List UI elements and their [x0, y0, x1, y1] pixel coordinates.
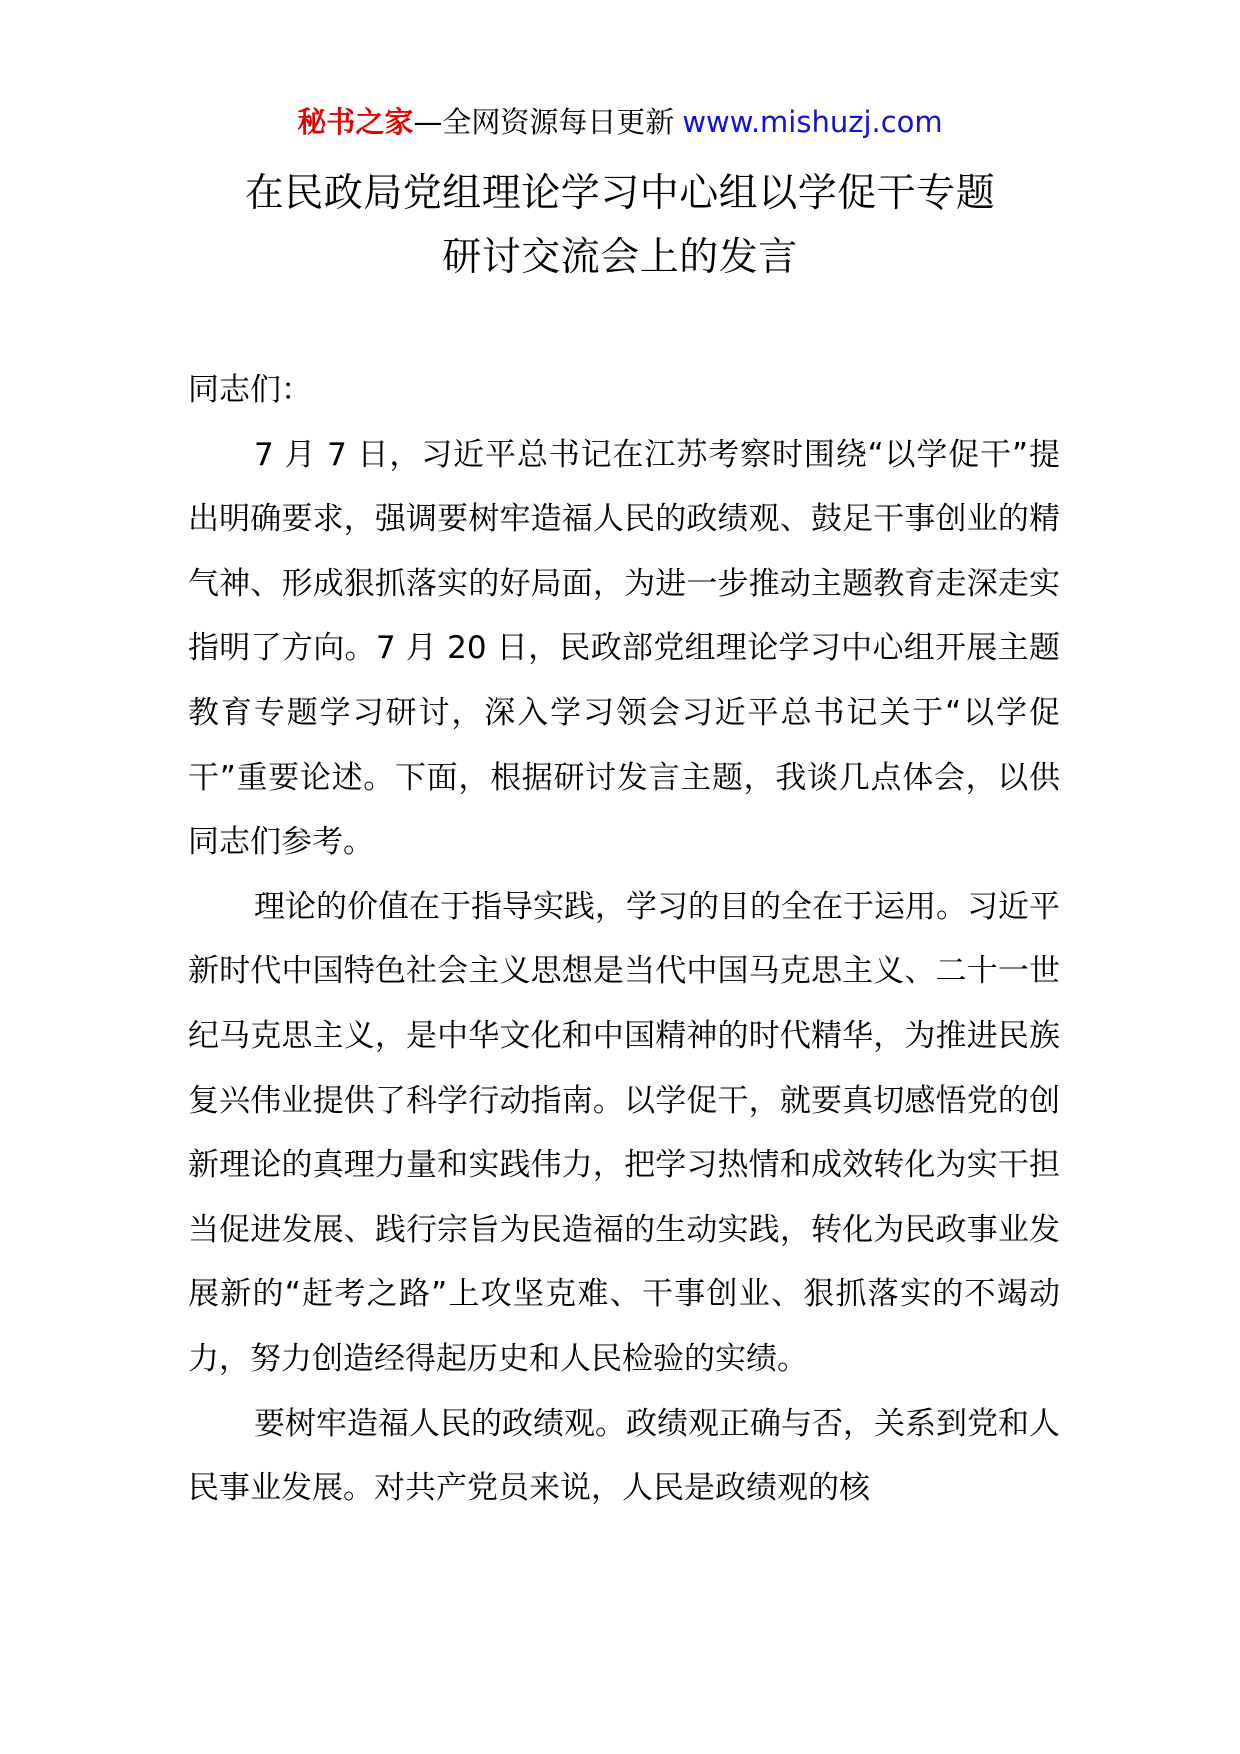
document-body [188, 358, 1060, 1521]
banner-tagline: —全网资源每日更新 [413, 105, 675, 139]
title-line-1: 在民政局党组理论学习中心组以学促干专题 [244, 171, 996, 216]
document-title [0, 162, 1240, 290]
brand-name: 秘书之家 [297, 105, 414, 139]
paragraph: 理论的价值在于指导实践，学习的目的全在于运用。习近平新时代中国特色社会主义思想是当代中国马克思主义、二十一世纪马克思主义，是中华文化和中国精神的时代精华，为推进民族复兴伟业提供了科学行动指南。以学促干，就要真切感悟党的创新理论的真理力量和实践伟力，把学习热情和成效转化为实干担当促进发展、践行宗旨为民造福的生动实践，转化为民政事业发展新的“赶考之路”上攻坚克难、干事创业、狠抓落实的不竭动力，努力创造经得起历史和人民检验的实绩。 [188, 888, 1060, 1377]
paragraph: 7 月 7 日，习近平总书记在江苏考察时围绕“以学促干”提出明确要求，强调要树牢造福人民的政绩观、鼓足干事创业的精气神、形成狠抓落实的好局面，为进一步推动主题教育走深走实指明了方向。7 月 20 日，民政部党组理论学习中心组开展主题教育专题学习研讨，深入学习领会习近平总书记关于“以学促干”重要论述。下面，根据研讨发言主题，我谈几点体会，以供同志们参考。 [188, 436, 1060, 861]
paragraph: 要树牢造福人民的政绩观。政绩观正确与否，关系到党和人民事业发展。对共产党员来说，人民是政绩观的核 [188, 1405, 1060, 1507]
site-url: www.mishuzj.com [682, 105, 943, 139]
site-banner [0, 102, 1240, 142]
title-line-2: 研讨交流会上的发言 [442, 235, 798, 280]
salutation: 同志们： [188, 372, 312, 408]
